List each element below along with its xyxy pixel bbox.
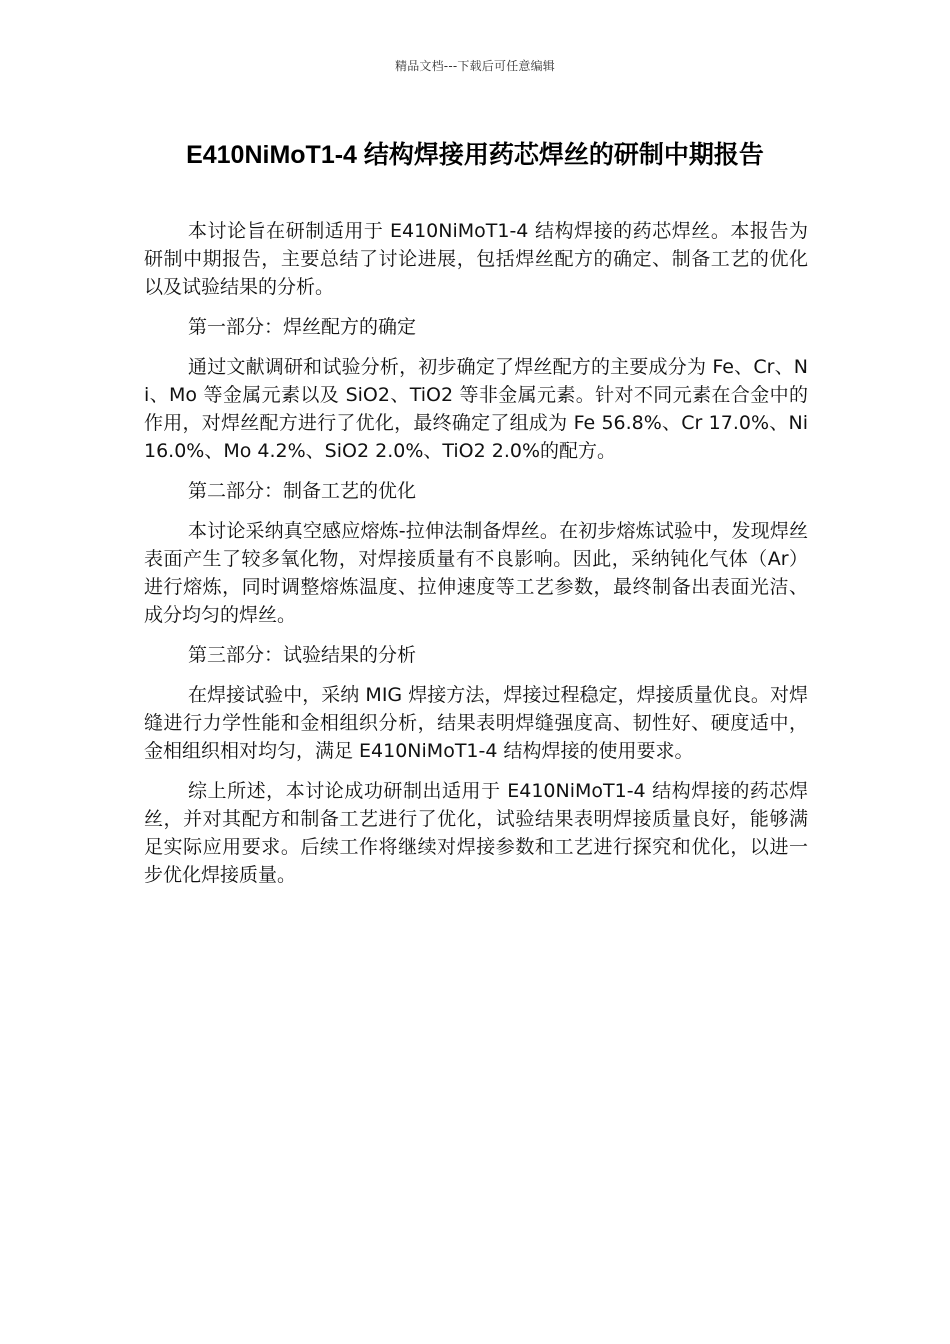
section-1-paragraph: 通过文献调研和试验分析，初步确定了焊丝配方的主要成分为 Fe、Cr、Ni、Mo 等金属元素以及 SiO2、TiO2 等非金属元素。针对不同元素在合金中的作用，对焊丝配方进行了优化，最终确定了组成为 Fe 56.8%、Cr 17.0%、Ni 16.0%、Mo 4.2%、SiO2 2.0%、TiO2 2.0%的配方。: [144, 356, 808, 462]
section-2-paragraph: 本讨论采纳真空感应熔炼-拉伸法制备焊丝。在初步熔炼试验中，发现焊丝表面产生了较多氧化物，对焊接质量有不良影响。因此，采纳钝化气体（Ar）进行熔炼，同时调整熔炼温度、拉伸速度等工艺参数，最终制备出表面光洁、成分均匀的焊丝。: [144, 520, 808, 626]
intro-paragraph: 本讨论旨在研制适用于 E410NiMoT1-4 结构焊接的药芯焊丝。本报告为研制中期报告，主要总结了讨论进展，包括焊丝配方的确定、制备工艺的优化以及试验结果的分析。: [144, 220, 808, 298]
conclusion-paragraph: 综上所述，本讨论成功研制出适用于 E410NiMoT1-4 结构焊接的药芯焊丝，并对其配方和制备工艺进行了优化，试验结果表明焊接质量良好，能够满足实际应用要求。后续工作将继续对焊接参数和工艺进行探究和优化，以进一步优化焊接质量。: [144, 780, 808, 886]
header-note: 精品文档---下载后可任意编辑: [395, 59, 555, 73]
section-1-heading: 第一部分：焊丝配方的确定: [188, 316, 417, 338]
section-3-heading: 第三部分：试验结果的分析: [188, 644, 417, 666]
section-2-heading: 第二部分：制备工艺的优化: [188, 480, 417, 502]
section-3-paragraph: 在焊接试验中，采纳 MIG 焊接方法，焊接过程稳定，焊接质量优良。对焊缝进行力学性能和金相组织分析，结果表明焊缝强度高、韧性好、硬度适中，金相组织相对均匀，满足 E410NiMoT1-4 结构焊接的使用要求。: [144, 684, 808, 762]
document-body: [144, 217, 808, 901]
document-title: E410NiMoT1-4 结构焊接用药芯焊丝的研制中期报告: [186, 141, 764, 169]
